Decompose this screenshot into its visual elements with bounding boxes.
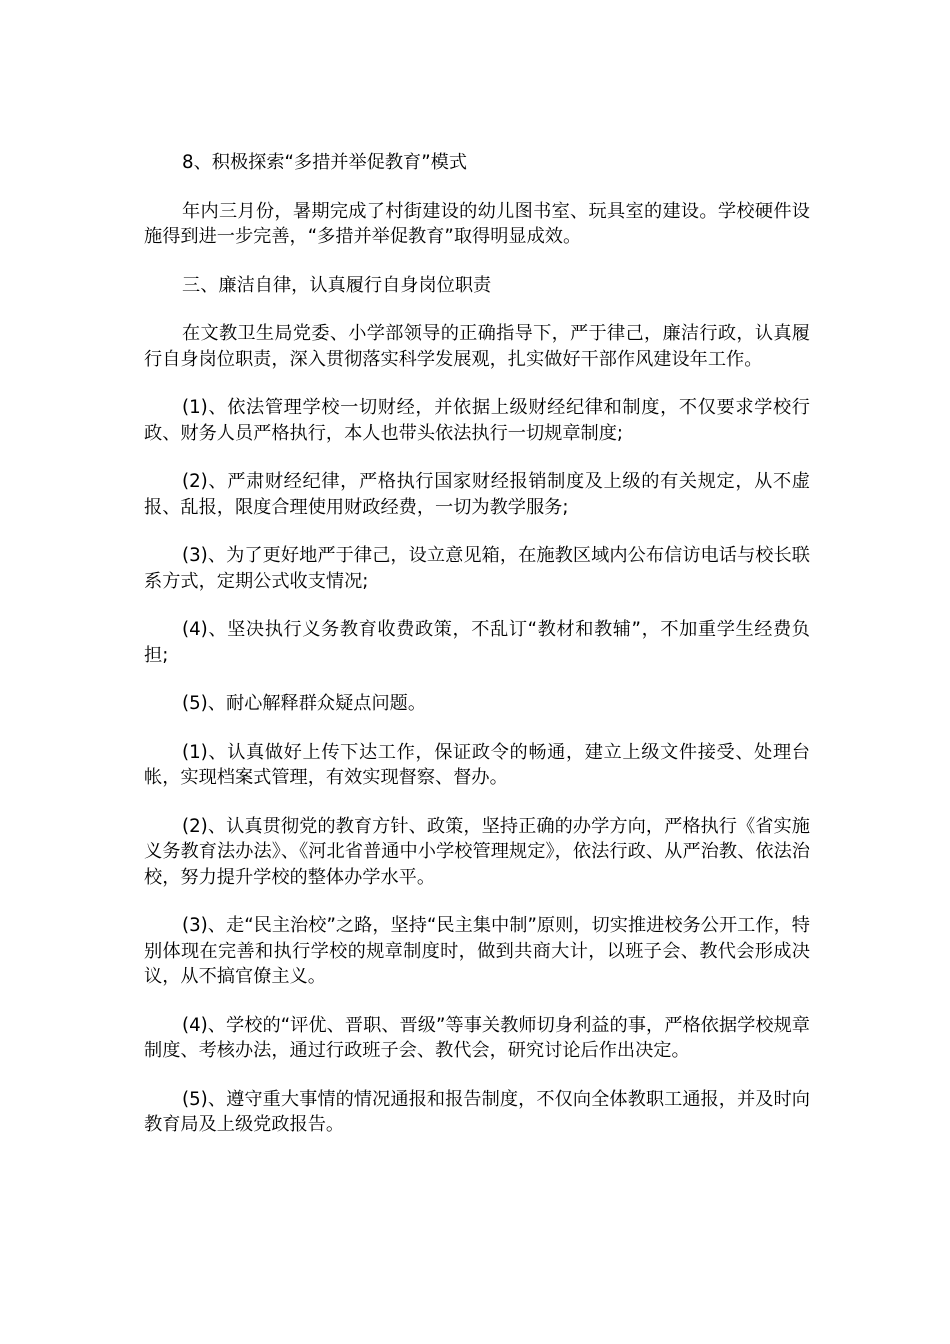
section-heading-3: 三、廉洁自律，认真履行自身岗位职责 [182, 274, 492, 296]
list-item-admin-3: (3)、走“民主治校”之路，坚持“民主集中制”原则，切实推进校务公开工作，特别体现在完善和执行学校的规章制度时，做到共商大计，以班子会、教代会形成决议，从不搞官僚主义。 [144, 915, 810, 987]
section-heading-8: 8、积极探索“多措并举促教育”模式 [182, 152, 468, 173]
list-item-finance-4: (4)、坚决执行义务教育收费政策，不乱订“教材和教辅”，不加重学生经费负担; [144, 619, 810, 666]
list-item-admin-2: (2)、认真贯彻党的教育方针、政策，坚持正确的办学方向，严格执行《省实施义务教育法办法》、《河北省普通中小学校管理规定》，依法行政、从严治教、依法治校，努力提升学校的整体办学水平。 [144, 815, 810, 888]
list-item-finance-1: (1)、依法管理学校一切财经，并依据上级财经纪律和制度，不仅要求学校行政、财务人员严格执行，本人也带头依法执行一切规章制度; [144, 397, 810, 444]
paragraph-guidance: 在文教卫生局党委、小学部领导的正确指导下，严于律己，廉洁行政，认真履行自身岗位职责，深入贯彻落实科学发展观，扎实做好干部作风建设年工作。 [144, 323, 810, 370]
list-item-finance-2: (2)、严肃财经纪律，严格执行国家财经报销制度及上级的有关规定，从不虚报、乱报，限度合理使用财政经费，一切为教学服务; [144, 471, 810, 518]
list-item-admin-1: (1)、认真做好上传下达工作，保证政令的畅通，建立上级文件接受、处理台帐，实现档案式管理，有效实现督察、督办。 [144, 741, 810, 788]
list-item-finance-5: (5)、耐心解释群众疑点问题。 [182, 693, 427, 714]
list-item-admin-4: (4)、学校的“评优、晋职、晋级”等事关教师切身利益的事，严格依据学校规章制度、考核办法，通过行政班子会、教代会，研究讨论后作出决定。 [144, 1014, 810, 1061]
document-body [144, 150, 810, 1161]
list-item-finance-3: (3)、为了更好地严于律己，设立意见箱，在施教区域内公布信访电话与校长联系方式，定期公式收支情况; [144, 545, 810, 592]
list-item-admin-5: (5)、遵守重大事情的情况通报和报告制度，不仅向全体教职工通报，并及时向教育局及上级党政报告。 [144, 1088, 810, 1135]
paragraph-facilities: 年内三月份，暑期完成了村街建设的幼儿图书室、玩具室的建设。学校硬件设施得到进一步完善，“多措并举促教育”取得明显成效。 [144, 200, 810, 247]
